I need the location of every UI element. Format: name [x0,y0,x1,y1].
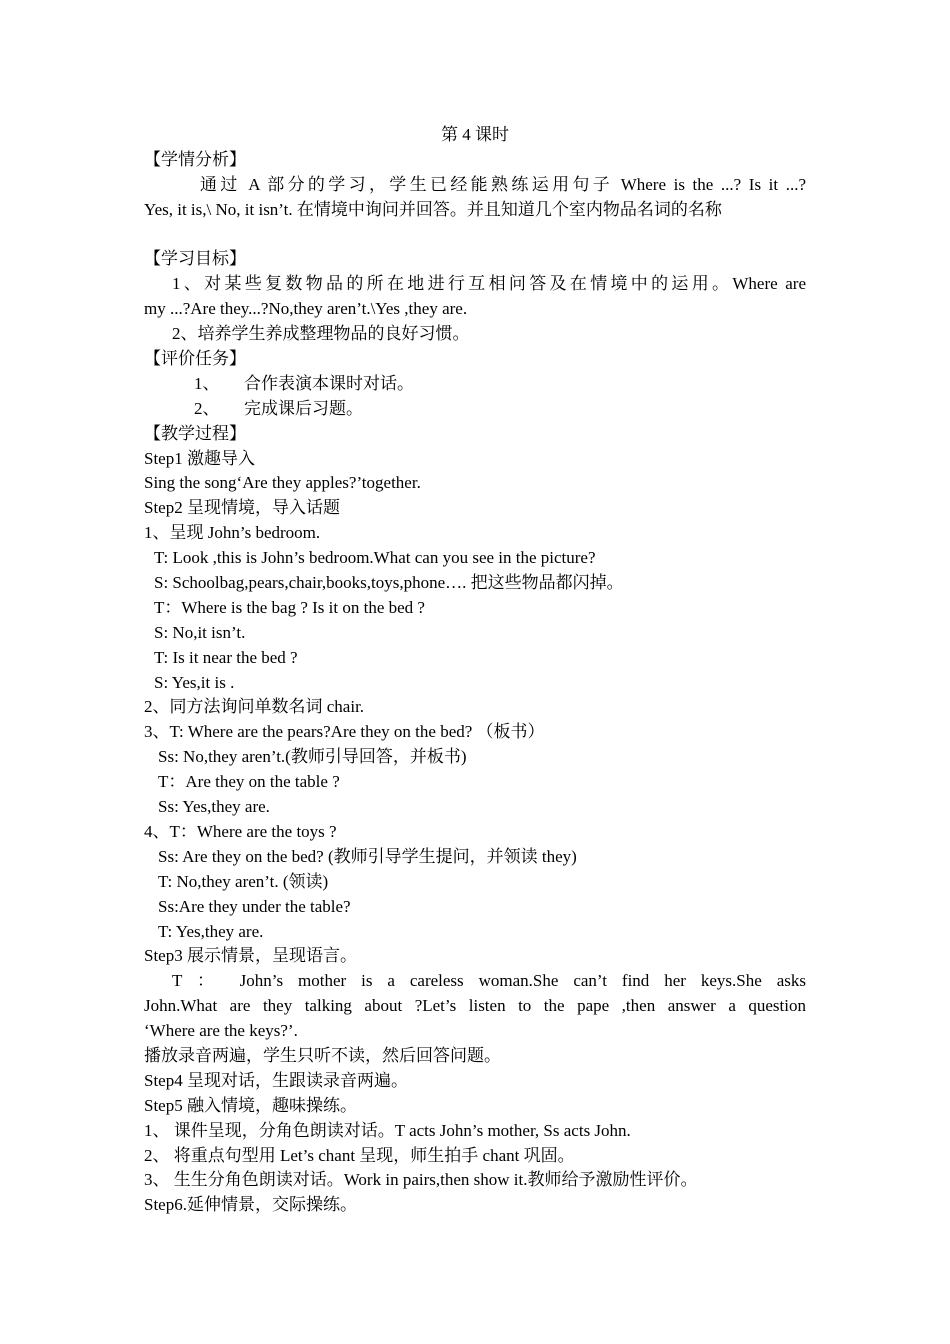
dialogue-line: T: Is it near the bed ? [154,647,298,667]
task-1 [144,372,806,397]
dialogue-line: T: Look ,this is John’s bedroom.What can you see in the picture? [154,548,596,568]
dialogue-line: Ss: No,they aren’t.(教师引导回答，并板书) [158,747,467,767]
dialogue-line: T：Where is the bag ? Is it on the bed ? [154,597,425,617]
step-5-item-3: 3、 生生分角色朗读对话。Work in pairs,then show it.教师给予激励性评价。 [144,1170,698,1190]
step-3-text-line-1: T ： John’s mother is a careless woman.She can’t find her keys.She asks [172,971,806,991]
tasks-heading: 【评价任务】 [144,349,246,369]
step-3-text-line-3: ‘Where are the keys?’. [144,1021,298,1041]
dialogue-line: Ss: Yes,they are. [158,797,270,817]
step-3-heading: Step3 展示情景，呈现语言。 [144,946,357,966]
dialogue-line: T: No,they aren’t. (领读) [158,871,329,891]
step-5-item-1: 1、 课件呈现，分角色朗读对话。T acts John’s mother, Ss acts John. [144,1120,631,1140]
blank-line [144,223,806,248]
task-2-number: 2、 [194,398,220,418]
process-heading: 【教学过程】 [144,423,246,443]
dialogue-line: Ss:Are they under the table? [158,896,351,916]
goal-2: 2、培养学生养成整理物品的良好习惯。 [172,324,470,344]
task-1-number: 1、 [194,373,220,393]
step-2-item-1: 1、呈现 John’s bedroom. [144,523,321,543]
page-title: 第 4 课时 [441,125,509,144]
step-2-heading: Step2 呈现情境，导入话题 [144,498,340,518]
step-2-item-2: 2、同方法询问单数名词 chair. [144,697,365,717]
task-2 [144,397,806,422]
step-1-heading: Step1 激趣导入 [144,448,255,468]
dialogue-line: S: Schoolbag,pears,chair,books,toys,phone…. 把这些物品都闪掉。 [154,573,624,593]
dialogue-line: S: No,it isn’t. [154,622,246,642]
analysis-text-line-1: 通过 A 部分的学习，学生已经能熟练运用句子 Where is the ...? Is it ...? [200,174,806,194]
step-3-text-line-2: John.What are they talking about ?Let’s listen to the pape ,then answer a question [144,996,806,1016]
step-5-item-2: 2、 将重点句型用 Let’s chant 呈现，师生拍手 chant 巩固。 [144,1145,575,1165]
step-6-heading: Step6.延伸情景，交际操练。 [144,1195,357,1215]
task-1-text: 合作表演本课时对话。 [244,373,414,393]
dialogue-line: T: Yes,they are. [158,921,264,941]
play-recording-line: 播放录音两遍，学生只听不读，然后回答问题。 [144,1045,501,1065]
step-2-item-4: 4、T：Where are the toys ? [144,821,337,841]
task-2-text: 完成课后习题。 [244,398,363,418]
dialogue-line: S: Yes,it is . [154,672,235,692]
dialogue-line: Ss: Are they on the bed? (教师引导学生提问，并领读 they) [158,846,577,866]
step-5-heading: Step5 融入情境，趣味操练。 [144,1095,357,1115]
analysis-heading: 【学情分析】 [144,149,246,169]
lesson-plan-body [144,123,806,1218]
dialogue-line: T：Are they on the table ? [158,772,340,792]
goal-1-line-2: my ...?Are they...?No,they aren’t.\Yes ,they are. [144,299,468,319]
analysis-text-line-2: Yes, it is,\ No, it isn’t. 在情境中询问并回答。并且知道几个室内物品名词的名称 [144,199,722,219]
goals-heading: 【学习目标】 [144,249,246,269]
sing-song-line: Sing the song‘Are they apples?’together. [144,473,421,493]
goal-1-line-1: 1、对某些复数物品的所在地进行互相问答及在情境中的运用。Where are [172,274,806,294]
step-4-heading: Step4 呈现对话，生跟读录音两遍。 [144,1070,408,1090]
step-2-item-3: 3、T: Where are the pears?Are they on the bed? （板书） [144,722,545,742]
